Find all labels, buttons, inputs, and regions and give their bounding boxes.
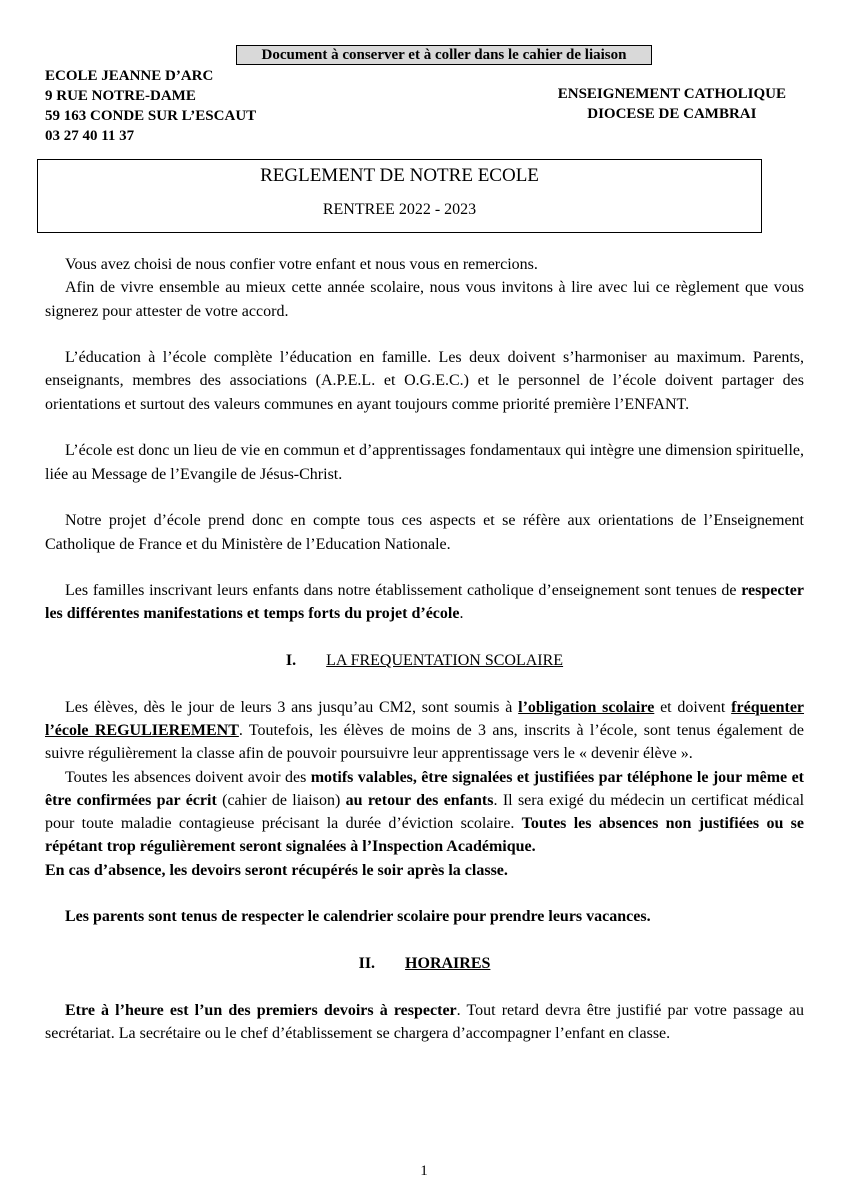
section-paragraph: Les élèves, dès le jour de leurs 3 ans jusqu’au CM2, sont soumis à l’obligation scolaire et doivent fréquenter l’école REGULIEREMENT. Toutefois, les élèves de moins de 3 ans, inscrits à l’école, sont tenus également de suivre régulièrement la classe afin de pouvoir poursuivre leur apprentissage vers le « devenir élève ».	[45, 698, 805, 763]
section-heading: II. HORAIRES	[358, 954, 491, 972]
title-box	[37, 159, 762, 233]
section-heading: I. LA FREQUENTATION SCOLAIRE	[285, 652, 564, 670]
intro-paragraph: Vous avez choisi de nous confier votre enfant et nous vous en remercions.	[65, 256, 538, 273]
org-line-1: ENSEIGNEMENT CATHOLIQUE	[557, 86, 786, 102]
page-number: 1	[420, 1163, 428, 1179]
school-street: 9 RUE NOTRE-DAME	[45, 88, 196, 104]
school-name: ECOLE JEANNE D’ARC	[45, 68, 214, 84]
document-title: REGLEMENT DE NOTRE ECOLE	[260, 165, 539, 186]
section-paragraph: Etre à l’heure est l’un des premiers devoirs à respecter. Tout retard devra être justifié par votre passage au secrétariat. La secrétaire ou le chef d’établissement se chargera d’accompagner l’enfant en classe.	[45, 1001, 804, 1042]
intro-paragraph: Les familles inscrivant leurs enfants dans notre établissement catholique d’enseignement sont tenues de respecter les différentes manifestations et temps forts du projet d’école.	[45, 582, 804, 623]
section-paragraph: En cas d’absence, les devoirs seront récupérés le soir après la classe.	[45, 861, 508, 879]
document-body	[45, 253, 804, 1045]
organization-block	[558, 84, 786, 124]
school-address-block	[45, 66, 256, 146]
liaison-notice: Document à conserver et à coller dans le cahier de liaison	[236, 45, 652, 65]
intro-paragraph: Afin de vivre ensemble au mieux cette année scolaire, nous vous invitons à lire avec lui ce règlement que vous signerez pour attester de votre accord.	[45, 279, 804, 320]
intro-paragraph: L’éducation à l’école complète l’éducation en famille. Les deux doivent s’harmoniser au maximum. Parents, enseignants, membres des associations (A.P.E.L. et O.G.E.C.) et le personnel de l’école doivent partager des orientations et surtout des valeurs communes en ayant toujours comme priorité première l’ENFANT.	[45, 349, 804, 413]
intro-paragraph: L’école est donc un lieu de vie en commun et d’apprentissages fondamentaux qui intègre une dimension spirituelle, liée au Message de l’Evangile de Jésus-Christ.	[45, 442, 804, 483]
document-subtitle: RENTREE 2022 - 2023	[322, 201, 477, 218]
school-phone: 03 27 40 11 37	[45, 128, 135, 144]
school-city: 59 163 CONDE SUR L’ESCAUT	[45, 108, 257, 124]
org-line-2: DIOCESE DE CAMBRAI	[587, 106, 757, 122]
intro-paragraph: Notre projet d’école prend donc en compte tous ces aspects et se réfère aux orientations de l’Enseignement Catholique de France et du Ministère de l’Education Nationale.	[45, 512, 804, 553]
section-paragraph: Toutes les absences doivent avoir des motifs valables, être signalées et justifiées par téléphone le jour même et être confirmées par écrit (cahier de liaison) au retour des enfants. Il sera exigé du médecin un certificat médical pour toute maladie contagieuse précisant la durée d’éviction scolaire. Toutes les absences non justifiées ou se répétant trop régulièrement seront signalées à l’Inspection Académique.	[45, 768, 805, 856]
section-paragraph: Les parents sont tenus de respecter le calendrier scolaire pour prendre leurs vacances.	[65, 908, 651, 926]
